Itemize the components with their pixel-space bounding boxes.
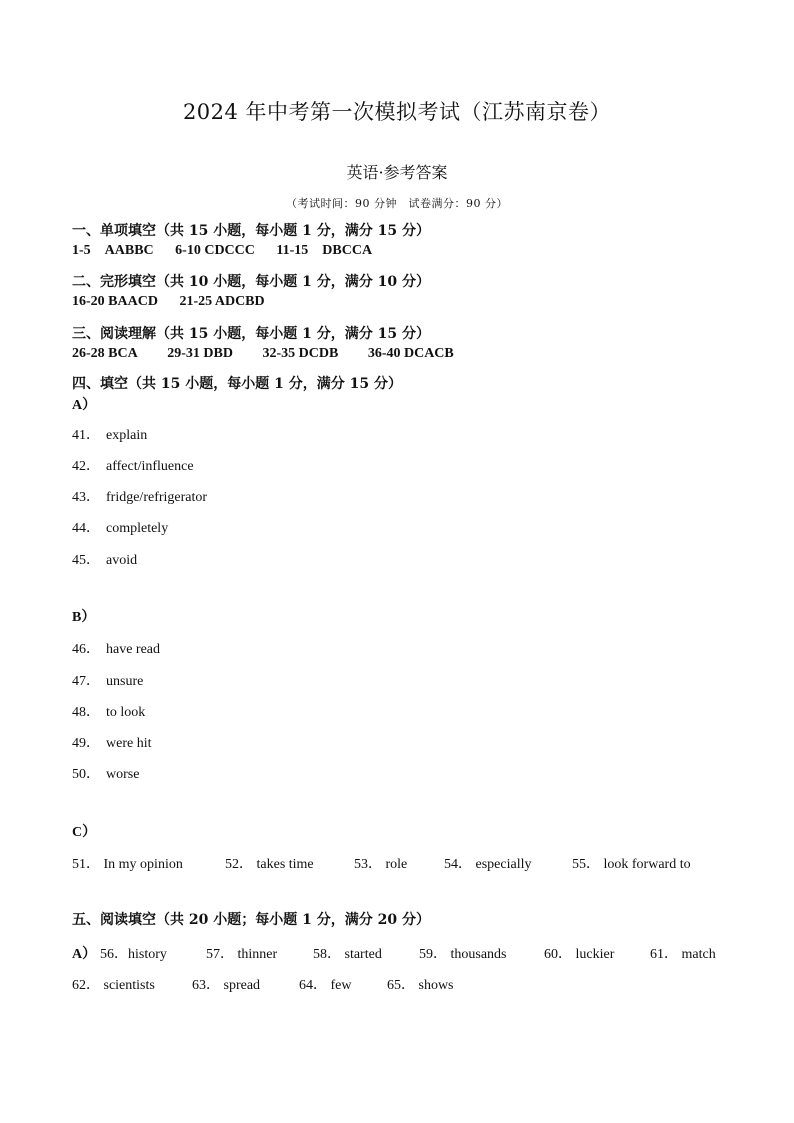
- list-item: 56．history: [100, 947, 167, 962]
- answer-group: 21-25 ADCBD: [179, 294, 265, 309]
- list-item: 63． spread: [192, 978, 261, 993]
- list-item: 50． worse: [72, 767, 140, 782]
- exam-info: （考试时间：90 分钟 试卷满分：90 分）: [286, 197, 508, 210]
- list-item: 51． In my opinion: [72, 857, 183, 872]
- answer-group: 32-35 DCDB: [262, 346, 339, 361]
- list-item: 58． started: [313, 947, 382, 962]
- section-reading-fill: [72, 910, 762, 930]
- list-item: 52． takes time: [225, 857, 314, 872]
- list-item: 64． few: [299, 978, 352, 993]
- section-heading: 三、阅读理解（共 15 小题，每小题 1 分，满分 15 分）: [72, 326, 430, 342]
- answer-line: [72, 241, 762, 261]
- answer-group: 11-15 DBCCA: [276, 243, 373, 258]
- answer-group: 6-10 CDCCC: [175, 243, 255, 258]
- section-heading: 二、完形填空（共 10 小题，每小题 1 分，满分 10 分）: [72, 274, 430, 290]
- section-heading: 一、单项填空（共 15 小题，每小题 1 分，满分 15 分）: [72, 223, 430, 239]
- section-heading: 五、阅读填空（共 20 小题；每小题 1 分，满分 20 分）: [72, 912, 430, 928]
- list-item: 59． thousands: [419, 947, 507, 962]
- list-item: 46． have read: [72, 642, 161, 657]
- section-fill-blank: [72, 374, 762, 394]
- answer-group: 26-28 BCA: [72, 346, 138, 361]
- answer-group: 16-20 BAACD: [72, 294, 158, 309]
- list-item: 53． role: [354, 857, 408, 872]
- list-item: 55． look forward to: [572, 857, 691, 872]
- answer-group: 36-40 DCACB: [367, 346, 454, 361]
- list-item: 62． scientists: [72, 978, 155, 993]
- list-item: 57． thinner: [206, 947, 278, 962]
- section-reading: [72, 324, 762, 364]
- answer-line: [72, 292, 762, 312]
- list-item: 61． match: [650, 947, 716, 962]
- page-subtitle: 英语·参考答案: [346, 163, 448, 182]
- list-item: 45． avoid: [72, 553, 138, 568]
- section-single-choice: [72, 221, 762, 261]
- list-item: 49． were hit: [72, 736, 152, 751]
- answer-group: 1-5 AABBC: [72, 243, 154, 258]
- answer-group: 29-31 DBD: [167, 346, 233, 361]
- part-b-label: B）: [72, 610, 96, 625]
- section-cloze: [72, 272, 762, 312]
- list-item: 43． fridge/refrigerator: [72, 490, 208, 505]
- list-item: 42． affect/influence: [72, 459, 194, 474]
- list-item: 47． unsure: [72, 674, 144, 689]
- section-heading: 四、填空（共 15 小题，每小题 1 分，满分 15 分）: [72, 376, 402, 392]
- list-item: 54． especially: [444, 857, 532, 872]
- list-item: 41． explain: [72, 428, 148, 443]
- part-c-label: C）: [72, 825, 97, 840]
- part-a-label: A）: [72, 947, 97, 962]
- list-item: 48． to look: [72, 705, 146, 720]
- list-item: 65． shows: [387, 978, 454, 993]
- list-item: 60． luckier: [544, 947, 615, 962]
- list-item: 44． completely: [72, 521, 169, 536]
- page-title: 2024 年中考第一次模拟考试（江苏南京卷）: [182, 100, 612, 124]
- answer-line: [72, 344, 762, 364]
- part-a-label: A）: [72, 398, 97, 413]
